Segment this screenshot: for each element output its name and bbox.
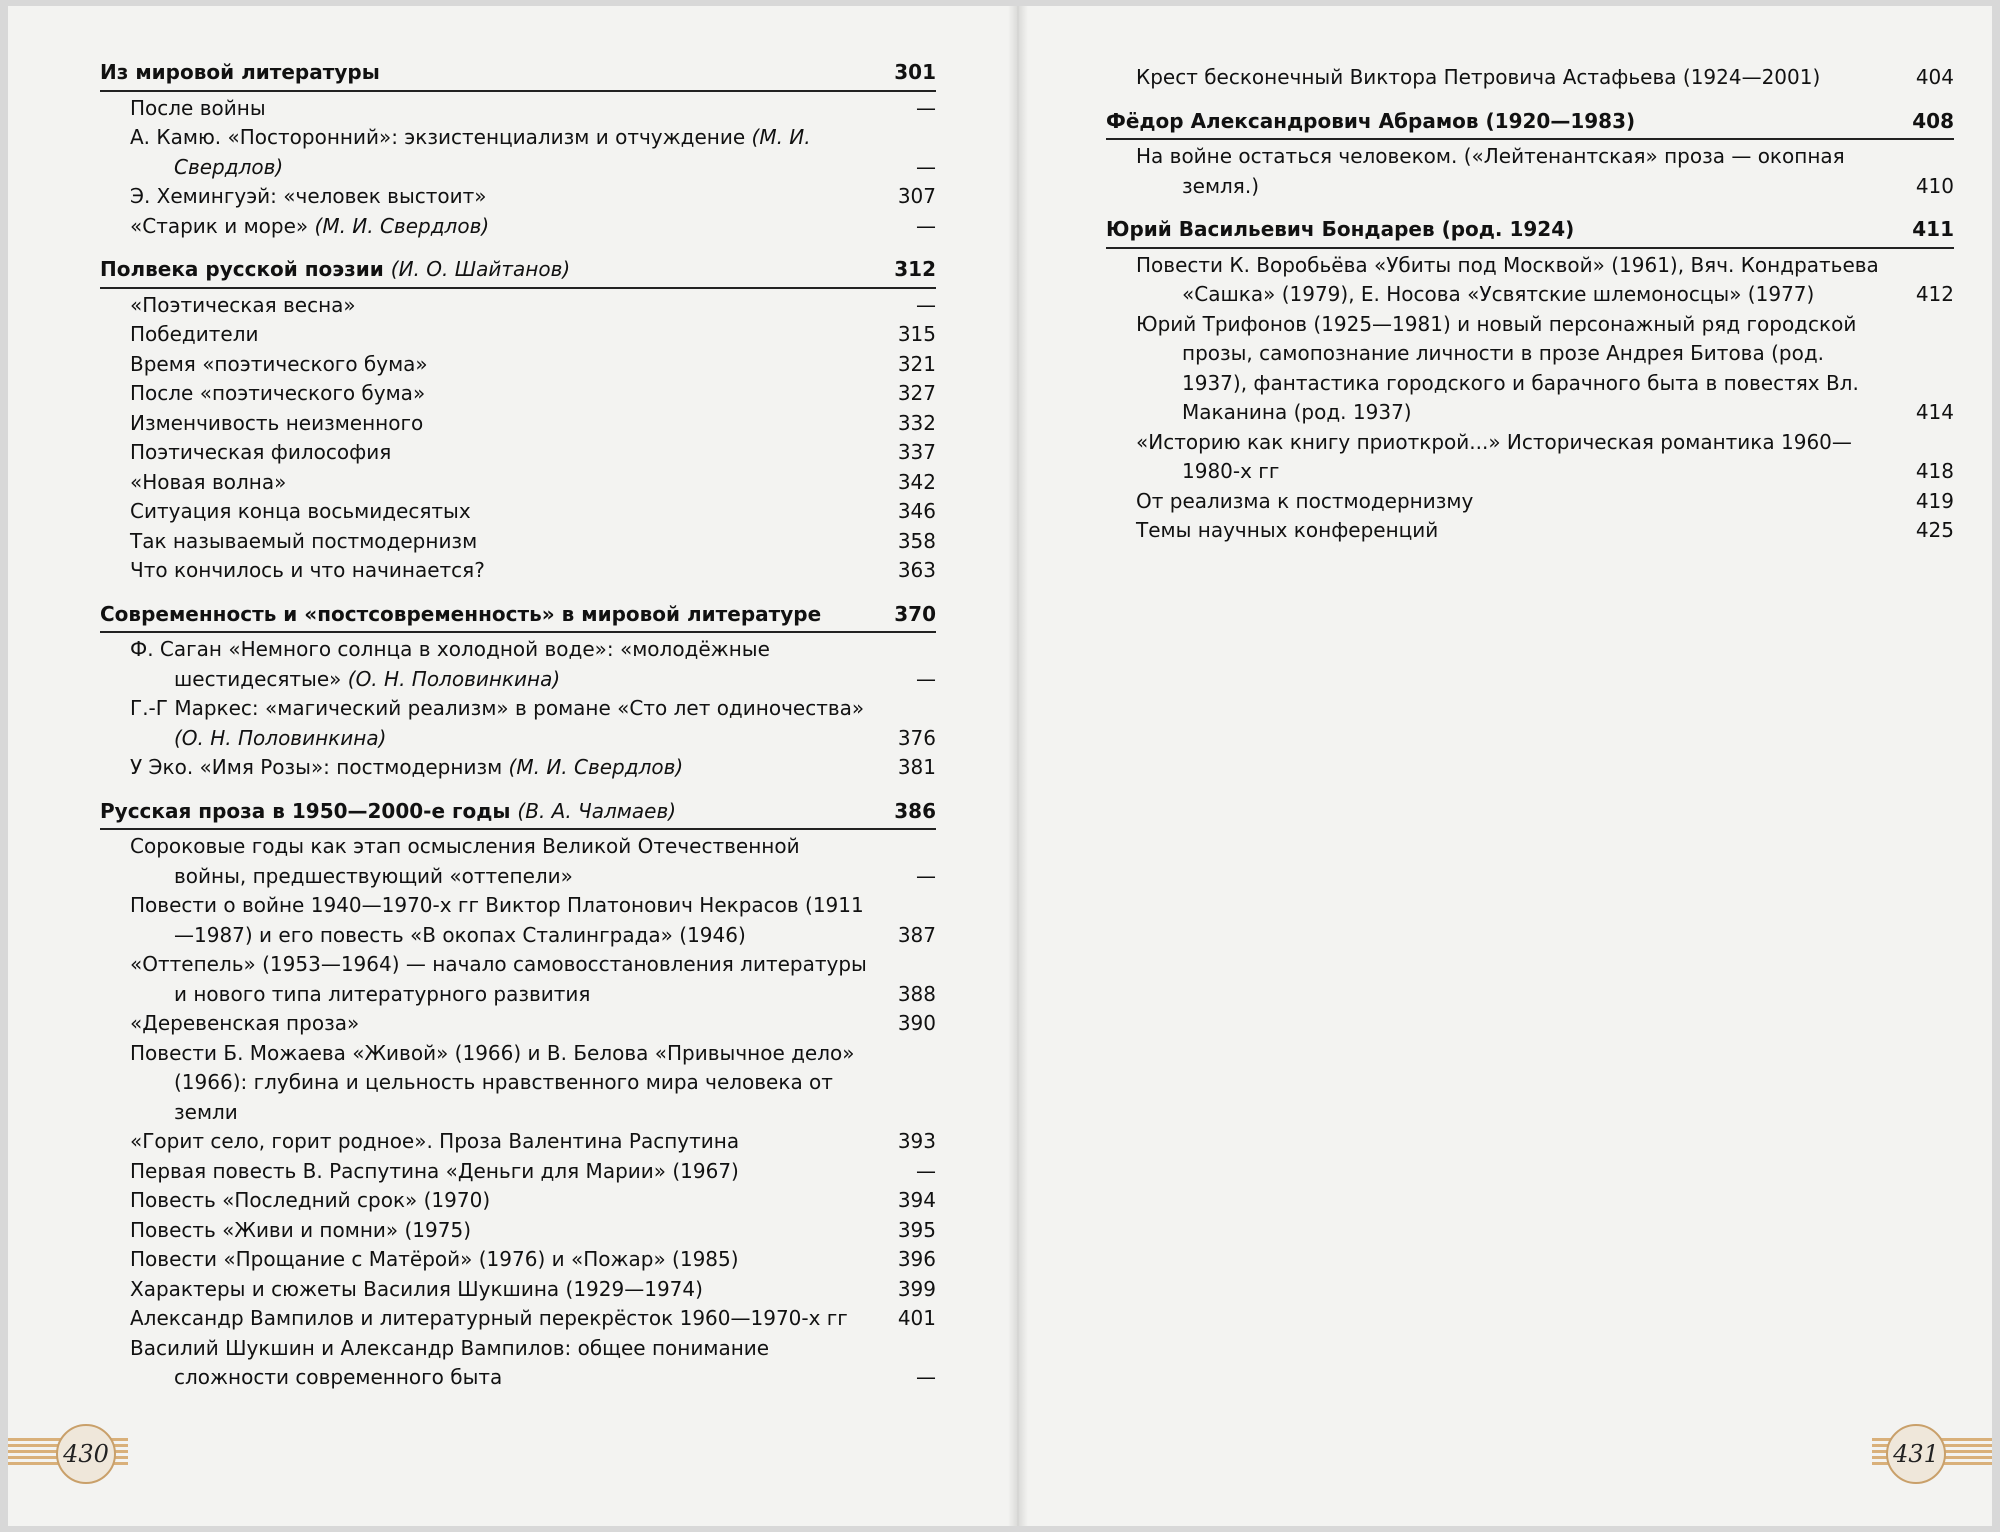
toc-entry: [100, 1157, 936, 1187]
entry-title: Повесть «Живи и помни» (1975): [130, 1217, 472, 1242]
entry-title: Юрий Трифонов (1925—1981) и новый персонажный ряд городской прозы, самопознание личности в прозе Андрея Битова (род. 1937), фантастика городского и барачного быта в повестях Вл. Маканина (род. 1937): [1136, 311, 1859, 424]
entry-title: «Новая волна»: [130, 469, 287, 494]
toc-section-heading: [1106, 215, 1954, 245]
toc-entry-text: [130, 1186, 936, 1216]
toc-entry-text: [130, 1245, 936, 1275]
page-ref: 321: [897, 351, 936, 376]
page-ref: 307: [897, 184, 936, 208]
section-title: Фёдор Александрович Абрамов (1920—1983): [1106, 108, 1636, 133]
toc-entry-text: [1136, 142, 1954, 201]
author-name: (М. И. Свердлов): [508, 755, 684, 779]
toc-entry: [100, 350, 936, 380]
page-ref: —: [916, 292, 936, 317]
page-ref: —: [916, 863, 936, 888]
right-page: [1028, 6, 1992, 1526]
toc-entry-text: [1136, 251, 1954, 310]
page-ref: 363: [897, 558, 936, 582]
author-name: (М. И. Свердлов): [174, 125, 811, 179]
toc-entry-text: [130, 497, 936, 527]
author-name: (О. Н. Половинкина): [174, 725, 387, 750]
toc-entry-text: [130, 1216, 936, 1246]
toc-entry-text: [130, 950, 936, 1009]
toc-entry: [100, 1009, 936, 1039]
toc-entry-text: [130, 1009, 936, 1039]
toc-entry-text: [130, 379, 936, 409]
entry-title: «Горит село, горит родное». Проза Валентина Распутина: [130, 1129, 740, 1153]
entry-title: Характеры и сюжеты Василия Шукшина (1929—1974): [130, 1276, 703, 1301]
page-ref: 412: [1915, 282, 1954, 306]
toc-entry-text: [130, 832, 936, 891]
toc-entry-text: [130, 1039, 936, 1128]
toc-entry-text: [130, 438, 936, 468]
page-ref: 408: [1912, 108, 1954, 133]
toc-entry-text: [130, 1127, 936, 1157]
toc-entry-text: [130, 94, 936, 124]
page-number-right: 431: [1886, 1424, 1946, 1484]
page-ref: 315: [897, 322, 936, 346]
toc-entry: [1106, 63, 1954, 93]
entry-title: Первая повесть В. Распутина «Деньги для Марии» (1967): [130, 1158, 739, 1183]
author-name: (И. О. Шайтанов): [390, 257, 571, 281]
entry-title: Крест бесконечный Виктора Петровича Астафьева (1924—2001): [1136, 65, 1821, 89]
entry-title: «Поэтическая весна»: [130, 292, 356, 317]
toc-entry: [100, 212, 936, 242]
entry-title: Изменчивость неизменного: [130, 410, 424, 435]
page-ref: —: [916, 154, 936, 179]
toc-entry-text: [1136, 310, 1954, 428]
toc-entry: [100, 1304, 936, 1334]
page-ref: 394: [897, 1188, 936, 1212]
left-page: [8, 6, 1008, 1526]
toc-entry-text: [1106, 107, 1954, 137]
entry-title: У Эко. «Имя Розы»: постмодернизм: [130, 755, 503, 779]
section-divider: [100, 828, 936, 830]
toc-entry-text: [130, 694, 936, 753]
toc-section-heading: [1106, 107, 1954, 137]
toc-entry: [100, 438, 936, 468]
page-ref: 410: [1915, 173, 1954, 198]
toc-entry: [1106, 310, 1954, 428]
toc-entry: [100, 832, 936, 891]
toc-entry: [100, 320, 936, 350]
entry-title: Ф. Саган «Немного солнца в холодной воде»: «молодёжные шестидесятые»: [130, 637, 770, 691]
section-title: Русская проза в 1950—2000-е годы: [100, 798, 511, 823]
toc-entry: [100, 1245, 936, 1275]
section-divider: [1106, 138, 1954, 140]
toc-entry: [100, 291, 936, 321]
page-ref: 390: [897, 1011, 936, 1035]
toc-entry-text: [130, 527, 936, 557]
author-name: (В. А. Чалмаев): [517, 798, 677, 823]
entry-title: Повести о войне 1940—1970-х гг Виктор Платонович Некрасов (1911—1987) и его повесть «В окопах Сталинграда» (1946): [130, 893, 864, 947]
page-ref: 301: [894, 60, 936, 84]
toc-entry-text: [130, 468, 936, 498]
toc-entry-text: [130, 1334, 936, 1393]
toc-section-heading: [100, 797, 936, 827]
toc-entry-text: [130, 350, 936, 380]
toc-entry-text: [100, 255, 936, 285]
section-divider: [1106, 247, 1954, 249]
page-ref: 370: [894, 601, 936, 626]
toc-entry-text: [130, 212, 936, 242]
book-spread: [8, 6, 1992, 1526]
toc-entry: [1106, 251, 1954, 310]
page-ref: —: [916, 666, 936, 691]
toc-entry: [100, 468, 936, 498]
toc-entry: [100, 694, 936, 753]
toc-entry-text: [130, 1275, 936, 1305]
page-ref: —: [916, 95, 936, 120]
entry-title: Победители: [130, 322, 259, 346]
entry-title: Ситуация конца восьмидесятых: [130, 499, 471, 523]
page-ref: 418: [1915, 459, 1954, 483]
toc-entry: [1106, 142, 1954, 201]
page-ref: 395: [897, 1217, 936, 1242]
table-of-contents-right: [1106, 63, 1954, 546]
entry-title: «Оттепель» (1953—1964) — начало самовосстановления литературы и нового типа литературного развития: [130, 952, 867, 1006]
entry-title: Г.-Г Маркес: «магический реализм» в романе «Сто лет одиночества»: [130, 696, 865, 720]
entry-title: Что кончилось и что начинается?: [130, 558, 485, 582]
toc-entry: [100, 635, 936, 694]
toc-entry: [100, 753, 936, 783]
page-ref: 342: [897, 469, 936, 494]
page-ref: 312: [894, 257, 936, 281]
entry-title: Повести Б. Можаева «Живой» (1966) и В. Белова «Привычное дело» (1966): глубина и цельность нравственного мира человека от земли: [130, 1040, 855, 1124]
entry-title: «Историю как книгу приоткрой...» Историческая романтика 1960—1980-х гг: [1136, 429, 1852, 483]
entry-title: На войне остаться человеком. («Лейтенантская» проза — окопная земля.): [1136, 144, 1845, 198]
author-name: (О. Н. Половинкина): [347, 666, 561, 691]
page-ref: 425: [1915, 518, 1954, 542]
entry-title: После «поэтического бума»: [130, 381, 426, 405]
page-ref: 381: [897, 755, 936, 779]
toc-entry-text: [130, 320, 936, 350]
toc-section-heading: [100, 58, 936, 88]
author-name: (М. И. Свердлов): [314, 213, 490, 238]
entry-title: Так называемый постмодернизм: [130, 528, 478, 553]
toc-entry-text: [130, 182, 936, 212]
section-divider: [100, 287, 936, 289]
entry-title: От реализма к постмодернизму: [1136, 488, 1474, 513]
entry-title: Александр Вампилов и литературный перекрёсток 1960—1970-х гг: [130, 1306, 848, 1330]
entry-title: После войны: [130, 95, 266, 120]
entry-title: Повести «Прощание с Матёрой» (1976) и «Пожар» (1985): [130, 1247, 739, 1271]
book-gutter: [1008, 6, 1028, 1526]
toc-entry: [100, 1039, 936, 1128]
toc-entry: [100, 94, 936, 124]
toc-entry-text: [1136, 63, 1954, 93]
entry-title: Сороковые годы как этап осмысления Великой Отечественной войны, предшествующий «оттепели»: [130, 834, 800, 888]
toc-entry: [100, 527, 936, 557]
toc-entry-text: [130, 1157, 936, 1187]
page-ref: 327: [897, 381, 936, 405]
entry-title: «Старик и море»: [130, 213, 309, 238]
table-of-contents-left: [100, 58, 936, 1393]
entry-title: Поэтическая философия: [130, 440, 392, 464]
page-ref: 401: [897, 1306, 936, 1330]
toc-entry: [100, 409, 936, 439]
toc-section-heading: [100, 600, 936, 630]
toc-entry: [100, 182, 936, 212]
toc-entry-text: [130, 556, 936, 586]
page-number-badge-right: [1872, 1424, 1992, 1482]
page-ref: 404: [1915, 65, 1954, 89]
toc-entry-text: [1106, 215, 1954, 245]
toc-entry: [100, 497, 936, 527]
toc-entry: [100, 950, 936, 1009]
page-ref: 393: [897, 1129, 936, 1153]
toc-entry: [100, 1186, 936, 1216]
page-ref: 386: [894, 798, 936, 823]
toc-entry-text: [130, 891, 936, 950]
entry-title: «Деревенская проза»: [130, 1011, 360, 1035]
section-divider: [100, 631, 936, 633]
toc-entry-text: [100, 797, 936, 827]
toc-section-heading: [100, 255, 936, 285]
page-number-badge-left: [8, 1424, 128, 1482]
toc-entry: [1106, 516, 1954, 546]
toc-entry-text: [130, 123, 936, 182]
page-ref: 388: [897, 981, 936, 1006]
toc-entry: [100, 1216, 936, 1246]
section-title: Из мировой литературы: [100, 60, 380, 84]
toc-entry-text: [100, 600, 936, 630]
entry-title: Время «поэтического бума»: [130, 351, 428, 376]
toc-entry-text: [130, 635, 936, 694]
toc-entry: [1106, 487, 1954, 517]
page-ref: 346: [897, 499, 936, 523]
entry-title: Повести К. Воробьёва «Убиты под Москвой» (1961), Вяч. Кондратьева «Сашка» (1979), Е. Носова «Усвятские шлемоносцы» (1977): [1136, 252, 1879, 306]
toc-entry-text: [130, 753, 936, 783]
page-ref: 387: [897, 922, 936, 947]
toc-entry-text: [130, 1304, 936, 1334]
toc-entry-text: [1136, 428, 1954, 487]
page-ref: 358: [897, 528, 936, 553]
toc-entry-text: [130, 409, 936, 439]
entry-title: Темы научных конференций: [1136, 518, 1439, 542]
page-ref: 399: [897, 1276, 936, 1301]
toc-entry: [100, 891, 936, 950]
page-ref: —: [916, 1365, 936, 1389]
entry-title: Э. Хемингуэй: «человек выстоит»: [130, 184, 487, 208]
page-number-left: 430: [56, 1424, 116, 1484]
toc-entry: [1106, 428, 1954, 487]
page-ref: 332: [897, 410, 936, 435]
page-ref: 419: [1915, 488, 1954, 513]
page-ref: 411: [1912, 217, 1954, 241]
toc-entry: [100, 379, 936, 409]
page-ref: —: [916, 213, 936, 238]
page-ref: 376: [897, 725, 936, 750]
entry-title: А. Камю. «Посторонний»: экзистенциализм и отчуждение: [130, 125, 746, 149]
toc-entry: [100, 1334, 936, 1393]
toc-entry: [100, 1127, 936, 1157]
toc-entry-text: [100, 58, 936, 88]
section-title: Современность и «постсовременность» в мировой литературе: [100, 601, 822, 626]
section-title: Полвека русской поэзии: [100, 257, 384, 281]
page-ref: 414: [1915, 400, 1954, 424]
page-ref: —: [916, 1158, 936, 1183]
toc-entry-text: [1136, 487, 1954, 517]
toc-entry-text: [1136, 516, 1954, 546]
section-divider: [100, 90, 936, 92]
toc-entry-text: [130, 291, 936, 321]
toc-entry: [100, 1275, 936, 1305]
page-ref: 337: [897, 440, 936, 464]
toc-entry: [100, 123, 936, 182]
section-title: Юрий Васильевич Бондарев (род. 1924): [1106, 217, 1575, 241]
page-ref: 396: [897, 1247, 936, 1271]
toc-entry: [100, 556, 936, 586]
entry-title: Повесть «Последний срок» (1970): [130, 1188, 491, 1212]
entry-title: Василий Шукшин и Александр Вампилов: общее понимание сложности современного быта: [130, 1335, 770, 1389]
